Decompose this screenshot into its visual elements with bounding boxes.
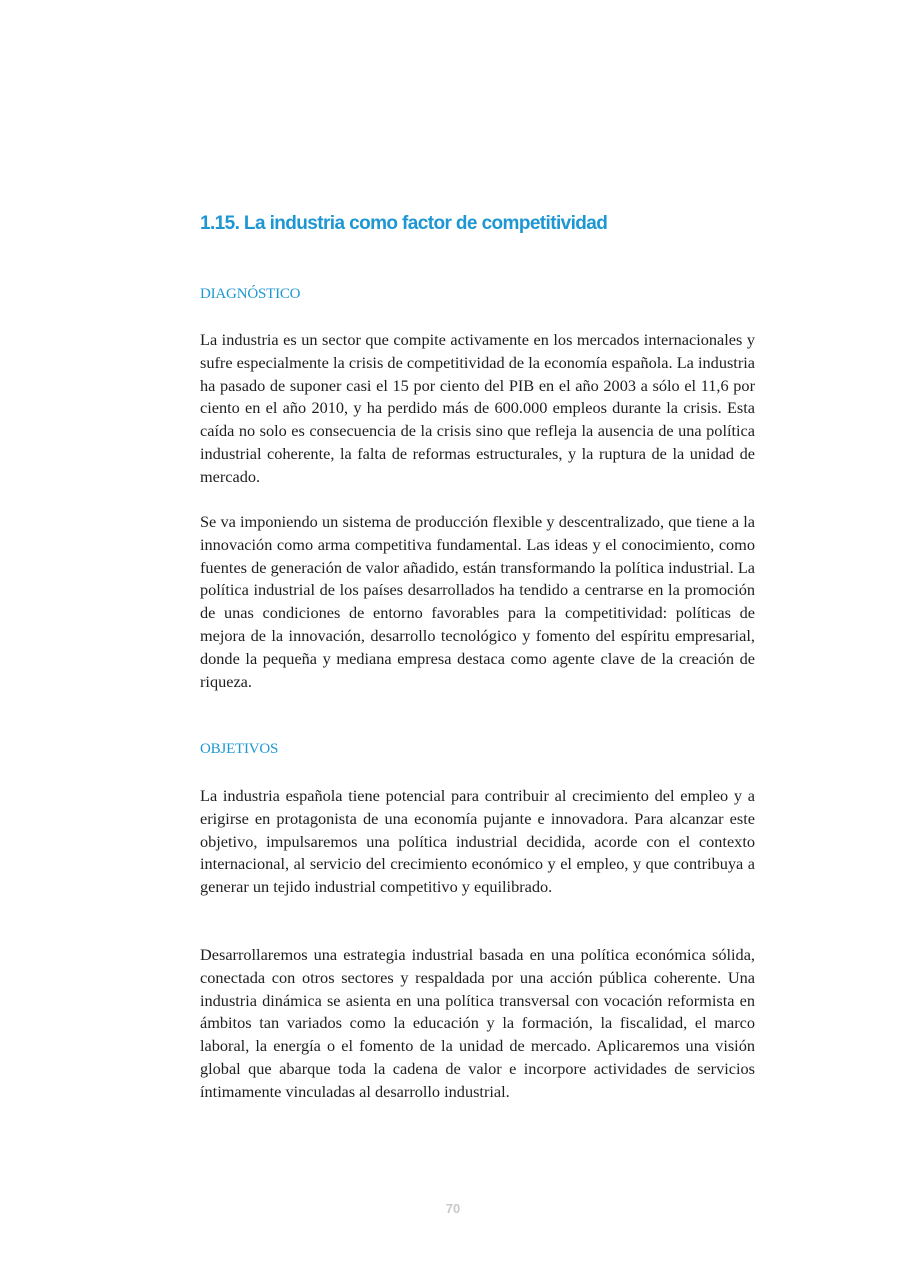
page-number: 70	[445, 1201, 461, 1216]
diagnostico-paragraph-1: La industria es un sector que compite activamente en los mercados internacionales y sufre especialmente la crisis de competitividad de la economía española. La industria ha pasado de suponer casi el 15 por ciento del PIB en el año 2003 a sólo el 11,6 por ciento en el año 2010, y ha perdido más de 600.000 empleos durante la crisis. Esta caída no solo es consecuencia de la crisis sino que refleja la ausencia de una política industrial coherente, la falta de reformas estructurales, y la ruptura de la unidad de mercado.	[200, 330, 755, 486]
objetivos-heading: OBJETIVOS	[200, 741, 279, 757]
diagnostico-paragraph-2: Se va imponiendo un sistema de producción flexible y descentralizado, que tiene a la innovación como arma competitiva fundamental. Las ideas y el conocimiento, como fuentes de generación de valor añadido, están transformando la política industrial. La política industrial de los países desarrollados ha tendido a centrarse en la promoción de unas condiciones de entorno favorables para la competitividad: políticas de mejora de la innovación, desarrollo tecnológico y fomento del espíritu empresarial, donde la pequeña y mediana empresa destaca como agente clave de la creación de riqueza.	[200, 512, 755, 691]
diagnostico-heading: DIAGNÓSTICO	[200, 286, 301, 302]
objetivos-paragraph-1: La industria española tiene potencial para contribuir al crecimiento del empleo y a erigirse en protagonista de una economía pujante e innovadora. Para alcanzar este objetivo, impulsaremos una política industrial decidida, acorde con el contexto internacional, al servicio del crecimiento económico y el empleo, y que contribuya a generar un tejido industrial competitivo y equilibrado.	[200, 786, 755, 897]
objetivos-paragraph-2: Desarrollaremos una estrategia industrial basada en una política económica sólida, conectada con otros sectores y respaldada por una acción pública coherente. Una industria dinámica se asienta en una política transversal con vocación reformista en ámbitos tan variados como la educación y la formación, la fiscalidad, el marco laboral, la energía o el fomento de la unidad de mercado. Aplicaremos una visión global que abarque toda la cadena de valor e incorpore actividades de servicios íntimamente vinculadas al desarrollo industrial.	[200, 945, 755, 1101]
section-title: 1.15. La industria como factor de competitividad	[200, 213, 608, 234]
